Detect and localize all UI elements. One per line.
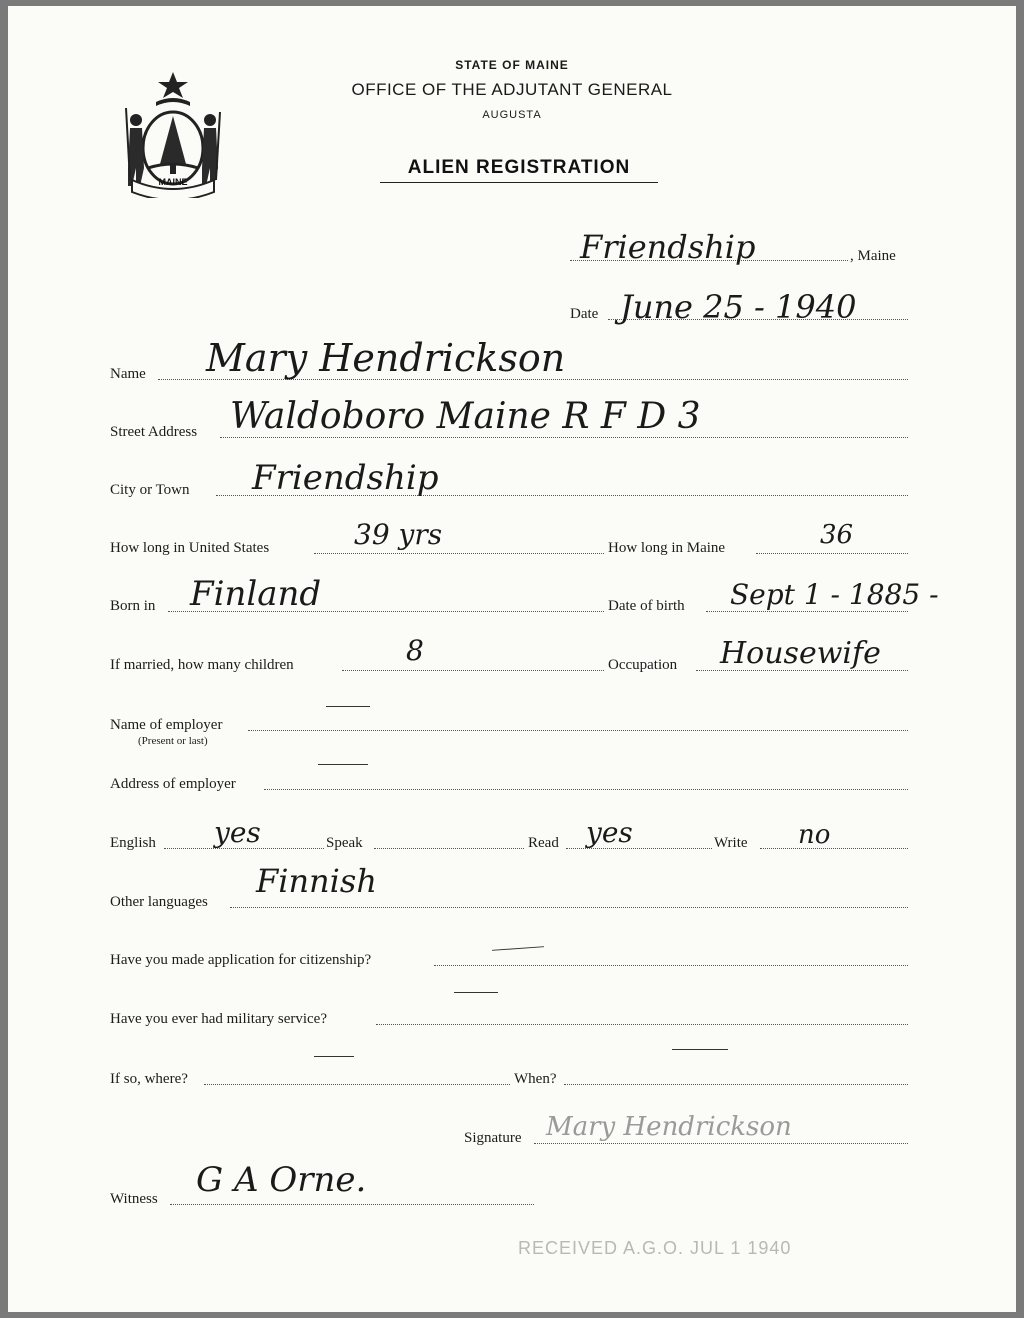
born-in-value: Finland xyxy=(190,574,322,614)
street-label: Street Address xyxy=(110,424,198,440)
dob-line xyxy=(706,611,908,612)
how-long-us-label: How long in United States xyxy=(110,540,270,556)
employer-address-line xyxy=(264,789,908,790)
read-label: Read xyxy=(528,835,559,851)
employer-address-label: Address of employer xyxy=(110,776,236,792)
other-lang-label: Other languages xyxy=(110,894,208,910)
speak-label: Speak xyxy=(326,835,363,851)
registration-form xyxy=(8,6,1016,1312)
other-lang-value: Finnish xyxy=(256,862,377,900)
street-line xyxy=(220,437,908,438)
when-label: When? xyxy=(514,1071,557,1087)
witness-line xyxy=(170,1204,534,1205)
speak-line xyxy=(374,848,524,849)
date-label: Date xyxy=(570,306,599,322)
english-value: yes xyxy=(214,816,261,849)
where-line xyxy=(204,1084,510,1085)
street-value: Waldoboro Maine R F D 3 xyxy=(230,396,701,437)
witness-label: Witness xyxy=(110,1191,158,1207)
children-value: 8 xyxy=(406,634,424,667)
married-line xyxy=(342,670,604,671)
date-value: June 25 - 1940 xyxy=(620,288,857,326)
english-label: English xyxy=(110,835,156,851)
dob-label: Date of birth xyxy=(608,598,685,614)
citizenship-label: Have you made application for citizenship? xyxy=(110,952,372,968)
how-long-maine-label: How long in Maine xyxy=(608,540,726,556)
town-value: Friendship xyxy=(580,228,756,266)
when-line xyxy=(564,1084,908,1085)
received-stamp: RECEIVED A.G.O. JUL 1 1940 xyxy=(518,1238,792,1258)
employer-dash xyxy=(326,706,370,707)
occupation-label: Occupation xyxy=(608,657,678,673)
employer-line xyxy=(248,730,908,731)
married-label: If married, how many children xyxy=(110,657,294,673)
how-long-us-value: 39 yrs xyxy=(354,518,443,551)
signature-value: Mary Hendrickson xyxy=(546,1112,792,1142)
city-town-value: Friendship xyxy=(252,458,439,498)
office-heading: OFFICE OF THE ADJUTANT GENERAL xyxy=(351,80,673,99)
maine-label: , Maine xyxy=(850,248,896,264)
military-line xyxy=(376,1024,908,1025)
signature-line xyxy=(534,1143,908,1144)
citizenship-dash xyxy=(492,946,544,951)
employer-address-dash xyxy=(318,764,368,765)
seal-banner-text: MAINE xyxy=(158,177,188,187)
military-label: Have you ever had military service? xyxy=(110,1011,327,1027)
name-label: Name xyxy=(110,366,146,382)
where-dash xyxy=(314,1056,354,1057)
city-heading: AUGUSTA xyxy=(482,109,542,121)
military-dash xyxy=(454,992,498,993)
when-dash xyxy=(672,1049,728,1050)
born-in-label: Born in xyxy=(110,598,156,614)
employer-label: Name of employer xyxy=(110,717,223,733)
write-label: Write xyxy=(714,835,748,851)
write-line xyxy=(760,848,908,849)
read-value: yes xyxy=(586,816,633,849)
name-value: Mary Hendrickson xyxy=(206,336,566,380)
where-label: If so, where? xyxy=(110,1071,188,1087)
witness-value: G A Orne. xyxy=(196,1160,367,1200)
how-long-maine-line xyxy=(756,553,908,554)
city-town-label: City or Town xyxy=(110,482,190,498)
form-title: ALIEN REGISTRATION xyxy=(380,157,658,183)
citizenship-line xyxy=(434,965,908,966)
employer-sublabel: (Present or last) xyxy=(138,735,208,747)
other-lang-line xyxy=(230,907,908,908)
how-long-us-line xyxy=(314,553,604,554)
signature-label: Signature xyxy=(464,1130,522,1146)
write-value: no xyxy=(798,820,831,850)
how-long-maine-value: 36 xyxy=(820,520,854,550)
dob-value: Sept 1 - 1885 - xyxy=(730,578,939,611)
state-heading: STATE OF MAINE xyxy=(455,58,569,72)
occupation-value: Housewife xyxy=(720,636,881,671)
